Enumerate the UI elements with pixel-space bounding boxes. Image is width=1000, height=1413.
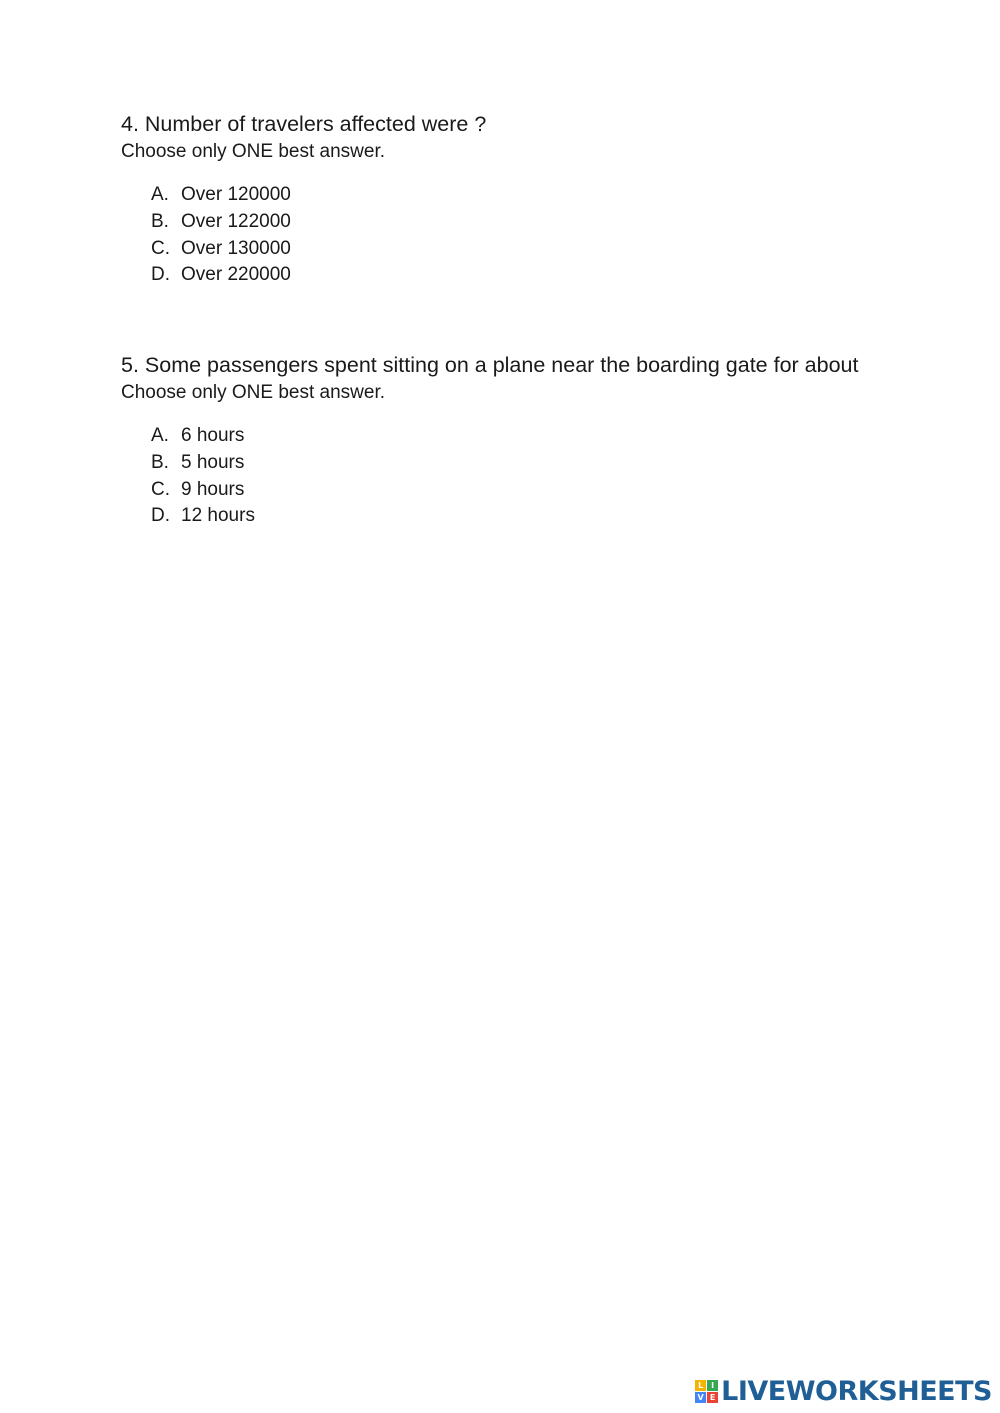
question-5 <box>121 352 981 530</box>
logo-mark-letter: E <box>707 1392 718 1403</box>
option-c[interactable] <box>151 236 981 263</box>
option-letter: D. <box>151 505 170 527</box>
question-instruction: Choose only ONE best answer. <box>121 141 386 162</box>
option-letter: A. <box>151 184 169 205</box>
option-text: 12 hours <box>181 505 255 527</box>
liveworksheets-logo <box>695 1376 992 1407</box>
option-letter: A. <box>151 425 169 446</box>
option-letter: D. <box>151 264 170 286</box>
option-text: Over 130000 <box>181 237 291 259</box>
option-d[interactable] <box>151 503 981 530</box>
option-text: Over 220000 <box>181 264 291 286</box>
option-a[interactable] <box>151 182 981 209</box>
option-text: Over 120000 <box>181 184 291 205</box>
option-letter: B. <box>151 210 169 232</box>
option-a[interactable] <box>151 423 981 450</box>
option-letter: C. <box>151 237 170 259</box>
option-letter: C. <box>151 478 170 500</box>
option-text: 6 hours <box>181 425 245 446</box>
question-title: 4. Number of travelers affected were ? <box>121 112 487 136</box>
answer-options <box>151 182 981 289</box>
option-text: Over 122000 <box>181 210 291 232</box>
liveworksheets-logo-icon <box>695 1380 718 1403</box>
brand-name: LIVEWORKSHEETS <box>721 1376 992 1407</box>
question-instruction: Choose only ONE best answer. <box>121 382 386 403</box>
option-b[interactable] <box>151 209 981 236</box>
option-letter: B. <box>151 451 169 473</box>
answer-options <box>151 423 981 530</box>
option-c[interactable] <box>151 477 981 504</box>
logo-mark-letter: I <box>707 1380 718 1391</box>
option-b[interactable] <box>151 450 981 477</box>
option-text: 9 hours <box>181 478 245 500</box>
option-text: 5 hours <box>181 451 245 473</box>
option-d[interactable] <box>151 262 981 289</box>
logo-mark-letter: L <box>695 1380 706 1391</box>
question-title: 5. Some passengers spent sitting on a plane near the boarding gate for about <box>121 353 859 377</box>
logo-mark-letter: V <box>695 1392 706 1403</box>
question-4 <box>121 111 981 289</box>
